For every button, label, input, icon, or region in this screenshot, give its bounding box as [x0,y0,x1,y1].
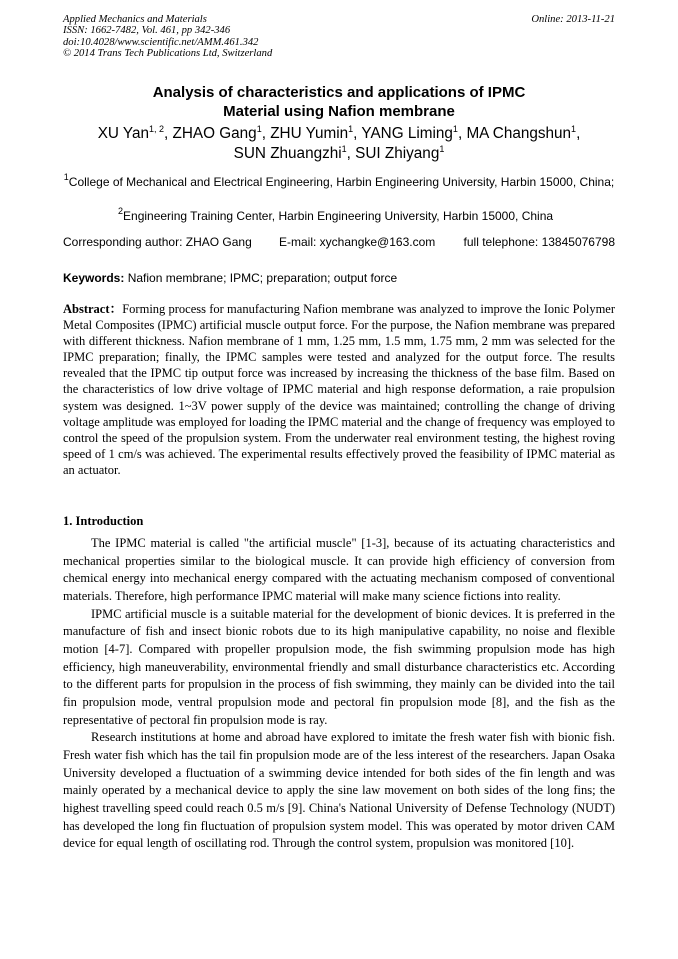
author-separator: , [576,125,581,142]
author-name: SUI Zhiyang [355,145,440,162]
affiliation-2 [118,206,553,226]
author-name: XU Yan [97,125,149,142]
corresponding-phone: full telephone: 13845076798 [463,235,615,249]
paragraph: Research institutions at home and abroad have explored to imitate the fresh water fish with bionic fish. Fresh water fish which has the tail fin propulsion mode are of the less interest of the researchers. Japan Osaka University developed a fluctuation of a swimming device intended for both sides of the fin length and was mainly operated by a mechanical device to apply the sine law movement on both sides of the long fins; the highest travelling speed could reach 0.5 m/s [9]. China's National University of Defense Technology (NUDT) has developed the long fin fluctuation of propulsion system model. This was operated by motor driven CAM device for equal length of oscillating rod. Through the control system, propulsion was monitored [10]. [63,730,615,851]
corresponding-email: E-mail: xychangke@163.com [279,235,436,249]
journal-name: Applied Mechanics and Materials [63,14,207,25]
author-affiliation-mark: 1 [571,124,577,134]
keywords-label: Keywords: [63,271,125,285]
paragraph: The IPMC material is called "the artificial muscle" [1-3], because of its actuating characteristics and mechanical properties similar to the biological muscle. It can provide high efficiency of conversion from chemical energy into mechanical energy compared with the actuating mechanism composed of conventional materials. Therefore, high performance IPMC material will make many science fictions into reality. [63,536,615,603]
section-heading: 1. Introduction [63,514,144,528]
paper-title [63,83,615,121]
author-line-2 [63,144,615,164]
author-list [63,124,615,164]
paragraph: IPMC artificial muscle is a suitable material for the development of bionic devices. It is preferred in the manufacture of fish and insect bionic robots due to its high manipulative capability, no noise and flexible motion [4-7]. Compared with propeller propulsion mode, the fish swimming propulsion mode has high efficiency, high maneuverability, environmental friendly and small disturbance characteristics etc. According to the different parts for propulsion in the process of fish swimming, they mainly can be divided into the tail fin propulsion mode, ventral propulsion mode and pectoral fin propulsion mode [8], and the fish as the representative of pectoral fin propulsion mode is ray. [63,606,615,727]
affiliation-text: College of Mechanical and Electrical Engineering, Harbin Engineering University, Harbin 15000, China; [68,175,615,189]
author-name: ZHU Yumin [270,125,349,142]
affiliation-mark: 2 [118,206,124,216]
keywords-text: Nafion membrane; IPMC; preparation; output force [124,271,398,285]
journal-header [63,14,615,59]
author-affiliation-mark: 1 [256,124,262,134]
author-affiliation-mark: 1, 2 [149,124,165,134]
author-separator: , [353,125,362,142]
author-affiliation-mark: 1 [452,124,458,134]
journal-copyright: © 2014 Trans Tech Publications Ltd, Switzerland [63,47,273,59]
author-affiliation-mark: 1 [439,144,445,154]
title-line-2: Material using Nafion membrane [223,103,455,120]
journal-doi: doi:10.4028/www.scientific.net/AMM.461.342 [63,36,259,48]
author-separator: , [164,125,173,142]
author-separator: , [457,125,467,142]
abstract-text: Forming process for manufacturing Nafion membrane was analyzed to improve the Ionic Polymer Metal Composites (IPMC) artificial muscle output force. For the purpose, the Nafion membrane was prepared with different thickness. Nafion membrane of 1 mm, 1.25 mm, 1.5 mm, 1.75 mm, 2 mm was selected for the IPMC preparation; finally, the IPMC samples were tested and analyzed for the output force. The results revealed that the IPMC tip output force was increased by increasing the thickness of the base film. Based on the characteristics of low drive voltage of IPMC material and high response deformation, a raie propulsion system was designed. 1~3V power supply of the device was maintained; controlling the change of driving voltage amplitude was employed for loading the IPMC material and the change of frequency was employed to control the speed of the propulsion system. From the underwater real environment testing, the highest roving speed of 1 cm/s was achieved. The experimental results effectively proved the feasibility of IPMC material as an actuator. [63,302,616,477]
journal-issn: ISSN: 1662-7482, Vol. 461, pp 342-346 [63,25,231,37]
author-name: YANG Liming [361,125,453,142]
keywords [63,269,615,287]
author-name: MA Changshun [466,125,572,142]
abstract [63,301,615,478]
author-name: SUN Zhuangzhi [233,145,342,162]
affiliation-text: Engineering Training Center, Harbin Engineering University, Harbin 15000, China [123,209,554,223]
corresponding-author-line [63,232,615,252]
affiliation-mark: 1 [63,172,69,182]
abstract-label: Abstract： [63,302,123,316]
author-affiliation-mark: 1 [348,124,354,134]
title-line-1: Analysis of characteristics and applications of IPMC [152,84,526,101]
author-affiliation-mark: 1 [341,144,347,154]
online-date: Online: 2013-11-21 [531,14,615,25]
author-separator: , [346,145,356,162]
affiliation-1 [63,172,615,192]
author-separator: , [261,125,271,142]
author-name: ZHAO Gang [172,125,257,142]
author-line-1 [63,124,615,144]
corresponding-author: Corresponding author: ZHAO Gang [63,235,252,249]
section-body [63,535,615,853]
